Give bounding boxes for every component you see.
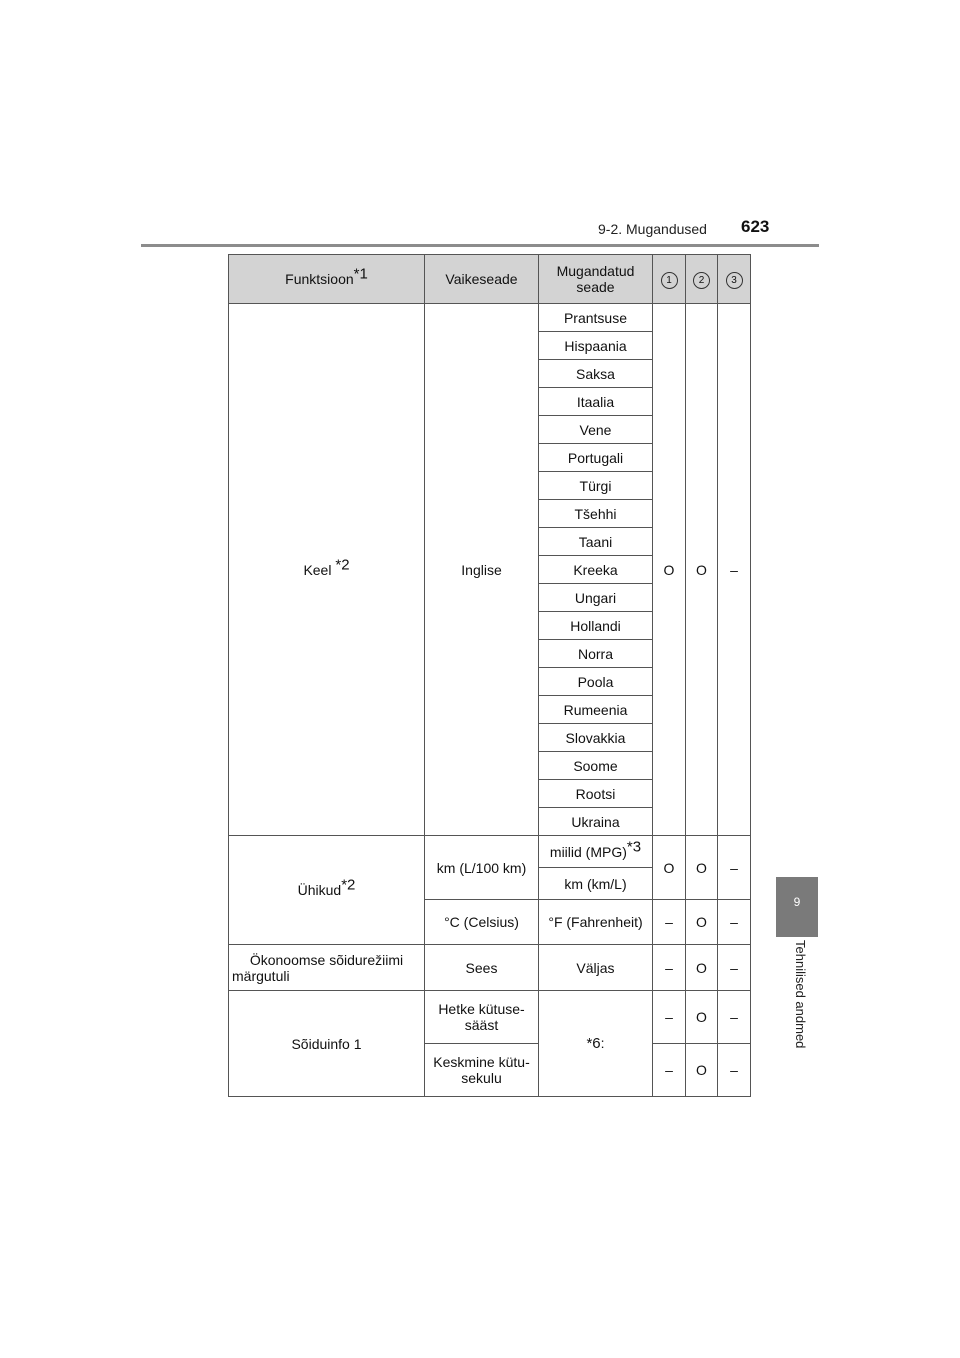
drive-info-row2-c1: – [653,1044,686,1097]
language-option: Hispaania [539,332,653,360]
drive-info-row1-c2: O [686,991,718,1044]
drive-info-row1-c1: – [653,991,686,1044]
language-option: Ukraina [539,808,653,836]
column-header-default: Vaikeseade [425,255,539,304]
language-option: Saksa [539,360,653,388]
section-title: 9-2. Mugandused [598,221,707,237]
units-temp-c3: – [718,900,751,945]
page-number: 623 [741,217,770,236]
circled-number-3: 3 [726,272,743,289]
settings-table [228,254,751,1097]
units-temp-c2: O [686,900,718,945]
language-c3: – [718,304,751,836]
eco-custom: Väljas [539,945,653,991]
drive-info-label: Sõiduinfo 1 [229,991,425,1097]
drive-info-custom: *6: [539,991,653,1097]
units-fuel-c2: O [686,836,718,900]
column-header-1 [653,255,686,304]
table-row-language [229,304,751,332]
language-option: Portugali [539,444,653,472]
drive-info-row1-c3: – [718,991,751,1044]
column-header-custom: Mugandatud seade [539,255,653,304]
language-default: Inglise [425,304,539,836]
eco-c3: – [718,945,751,991]
language-option: Hollandi [539,612,653,640]
units-fuel-c3: – [718,836,751,900]
chapter-title: Tehnilised andmed [793,940,808,1049]
column-header-function: Funktsioon$^{*1}$ [229,255,425,304]
drive-info-row2-default: Keskmine kütu-sekulu [425,1044,539,1097]
table-row-drive-info-1 [229,991,751,1044]
language-option: Itaalia [539,388,653,416]
table-header-row [229,255,751,304]
language-option: Prantsuse [539,304,653,332]
language-option: Slovakkia [539,724,653,752]
units-fuel-option-mpg: miilid (MPG)$^{*3}$ [539,836,653,868]
units-temp-option: °F (Fahrenheit) [539,900,653,945]
eco-c1: – [653,945,686,991]
chapter-tab[interactable]: 9 [776,877,818,937]
language-option: Kreeka [539,556,653,584]
language-option: Rootsi [539,780,653,808]
column-header-2 [686,255,718,304]
drive-info-row2-c2: O [686,1044,718,1097]
language-c2: O [686,304,718,836]
language-option: Vene [539,416,653,444]
eco-c2: O [686,945,718,991]
language-option: Ungari [539,584,653,612]
circled-number-2: 2 [693,272,710,289]
drive-info-row2-c3: – [718,1044,751,1097]
language-option: Norra [539,640,653,668]
circled-number-1: 1 [661,272,678,289]
language-option: Taani [539,528,653,556]
language-c1: O [653,304,686,836]
units-label: Ühikud$^{*2}$ [229,836,425,945]
language-label: Keel $^{*2}$ [229,304,425,836]
units-fuel-c1: O [653,836,686,900]
drive-info-row1-default: Hetke kütuse-sääst [425,991,539,1044]
language-option: Soome [539,752,653,780]
units-fuel-option-kml: km (km/L) [539,868,653,900]
column-header-3 [718,255,751,304]
table-row-eco [229,945,751,991]
eco-label: Ökonoomse sõidurežiimi märgutuli [229,945,425,991]
language-option: Poola [539,668,653,696]
header-divider [141,244,819,247]
units-fuel-default: km (L/100 km) [425,836,539,900]
language-option: Rumeenia [539,696,653,724]
units-temp-default: °C (Celsius) [425,900,539,945]
table-row-units-fuel [229,836,751,868]
language-option: Tšehhi [539,500,653,528]
eco-default: Sees [425,945,539,991]
units-temp-c1: – [653,900,686,945]
language-option: Türgi [539,472,653,500]
